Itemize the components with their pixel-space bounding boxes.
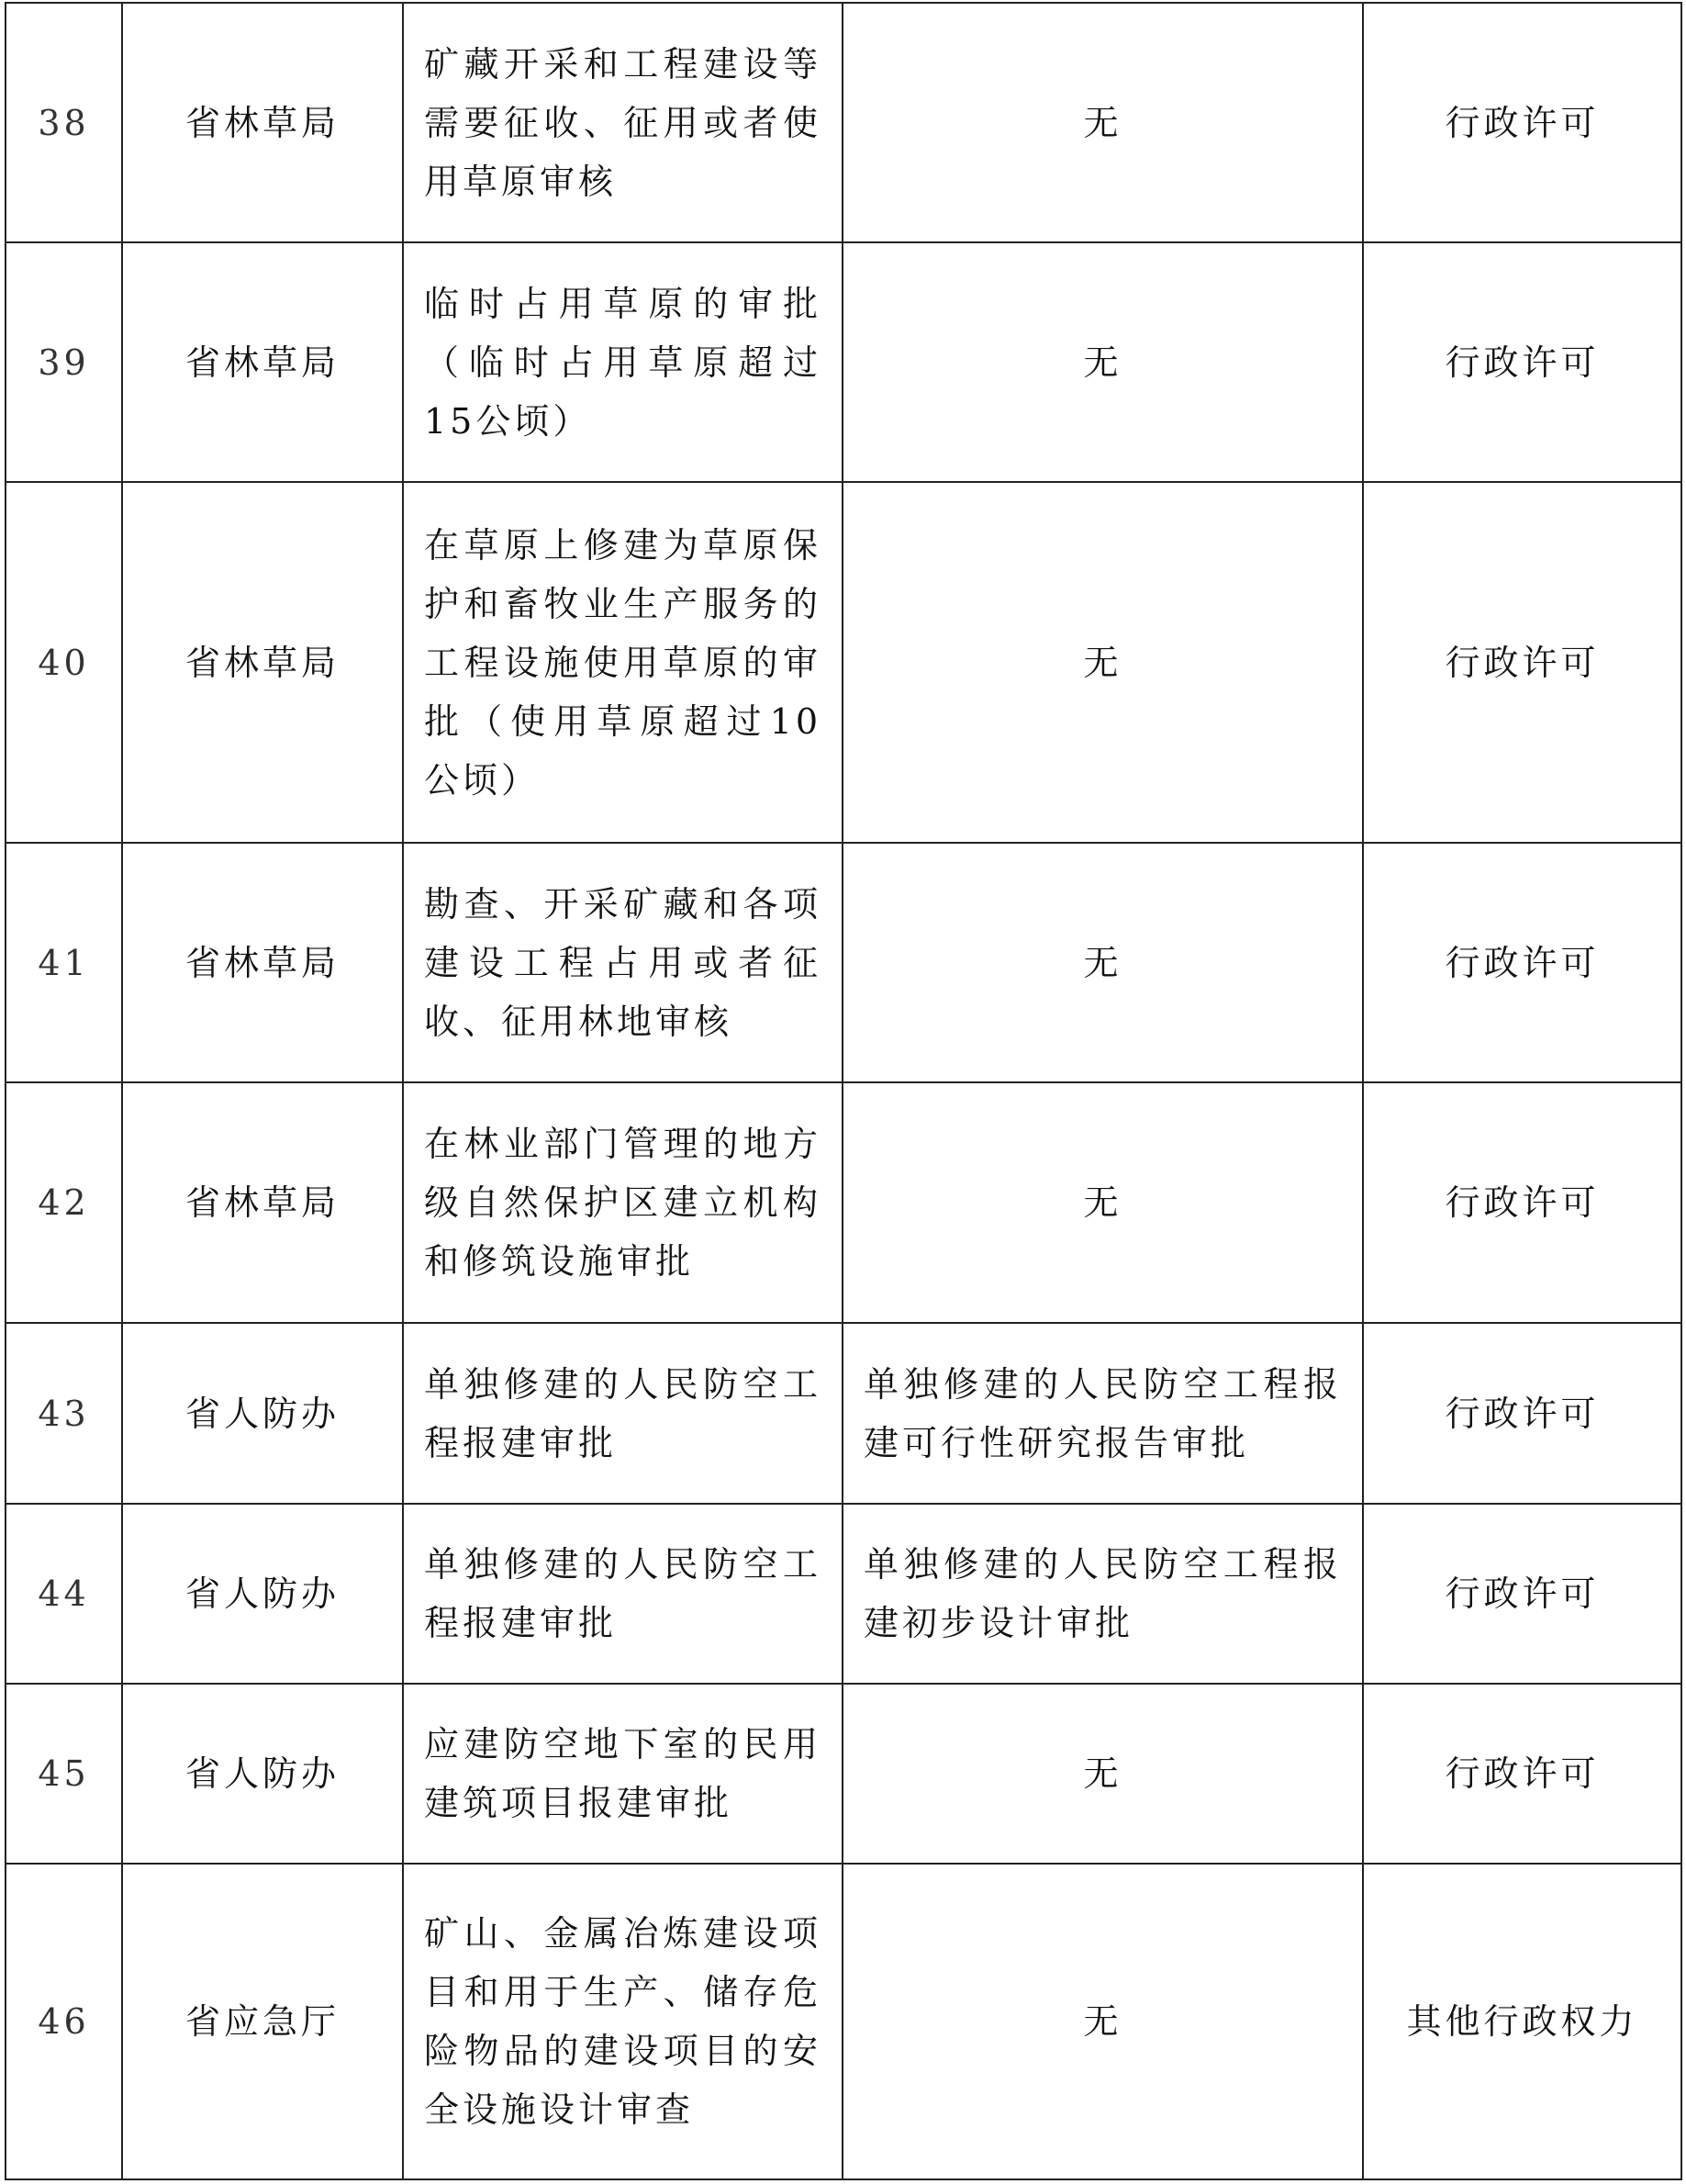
table-row (6, 242, 1681, 482)
table-row (6, 1323, 1681, 1504)
row-number: 46 (6, 1864, 122, 2179)
power-type-cell: 行政许可 (1363, 1684, 1681, 1864)
table-row (6, 1864, 1681, 2179)
sub-item-cell: 无 (843, 242, 1363, 482)
department-cell: 省林草局 (122, 482, 403, 843)
row-number: 43 (6, 1323, 122, 1504)
row-number: 38 (6, 3, 122, 242)
power-type-cell: 行政许可 (1363, 482, 1681, 843)
table-row (6, 843, 1681, 1082)
department-cell: 省人防办 (122, 1504, 403, 1684)
item-name-cell: 在草原上修建为草原保护和畜牧业生产服务的工程设施使用草原的审批（使用草原超过10公顷） (403, 482, 843, 843)
power-type-cell: 行政许可 (1363, 3, 1681, 242)
row-number: 40 (6, 482, 122, 843)
sub-item-cell: 无 (843, 1864, 1363, 2179)
row-number: 41 (6, 843, 122, 1082)
item-name-cell: 矿山、金属冶炼建设项目和用于生产、储存危险物品的建设项目的安全设施设计审查 (403, 1864, 843, 2179)
department-cell: 省林草局 (122, 1082, 403, 1323)
item-name-cell: 临时占用草原的审批（临时占用草原超过15公顷） (403, 242, 843, 482)
table-row (6, 1082, 1681, 1323)
row-number: 42 (6, 1082, 122, 1323)
department-cell: 省林草局 (122, 3, 403, 242)
power-type-cell: 行政许可 (1363, 1504, 1681, 1684)
power-type-cell: 行政许可 (1363, 843, 1681, 1082)
power-type-cell: 其他行政权力 (1363, 1864, 1681, 2179)
department-cell: 省人防办 (122, 1684, 403, 1864)
sub-item-cell: 无 (843, 843, 1363, 1082)
item-name-cell: 应建防空地下室的民用建筑项目报建审批 (403, 1684, 843, 1864)
table-row (6, 3, 1681, 242)
sub-item-cell: 无 (843, 1684, 1363, 1864)
row-number: 39 (6, 242, 122, 482)
power-type-cell: 行政许可 (1363, 1082, 1681, 1323)
department-cell: 省应急厅 (122, 1864, 403, 2179)
table-row (6, 1504, 1681, 1684)
item-name-cell: 单独修建的人民防空工程报建审批 (403, 1504, 843, 1684)
sub-item-cell: 单独修建的人民防空工程报建可行性研究报告审批 (843, 1323, 1363, 1504)
department-cell: 省林草局 (122, 242, 403, 482)
power-type-cell: 行政许可 (1363, 242, 1681, 482)
department-cell: 省人防办 (122, 1323, 403, 1504)
item-name-cell: 在林业部门管理的地方级自然保护区建立机构和修筑设施审批 (403, 1082, 843, 1323)
table-row (6, 482, 1681, 843)
department-cell: 省林草局 (122, 843, 403, 1082)
item-name-cell: 单独修建的人民防空工程报建审批 (403, 1323, 843, 1504)
sub-item-cell: 单独修建的人民防空工程报建初步设计审批 (843, 1504, 1363, 1684)
table-row (6, 1684, 1681, 1864)
item-name-cell: 勘查、开采矿藏和各项建设工程占用或者征收、征用林地审核 (403, 843, 843, 1082)
row-number: 44 (6, 1504, 122, 1684)
sub-item-cell: 无 (843, 482, 1363, 843)
row-number: 45 (6, 1684, 122, 1864)
power-type-cell: 行政许可 (1363, 1323, 1681, 1504)
sub-item-cell: 无 (843, 1082, 1363, 1323)
sub-item-cell: 无 (843, 3, 1363, 242)
item-name-cell: 矿藏开采和工程建设等需要征收、征用或者使用草原审核 (403, 3, 843, 242)
approval-items-table (5, 2, 1682, 2180)
